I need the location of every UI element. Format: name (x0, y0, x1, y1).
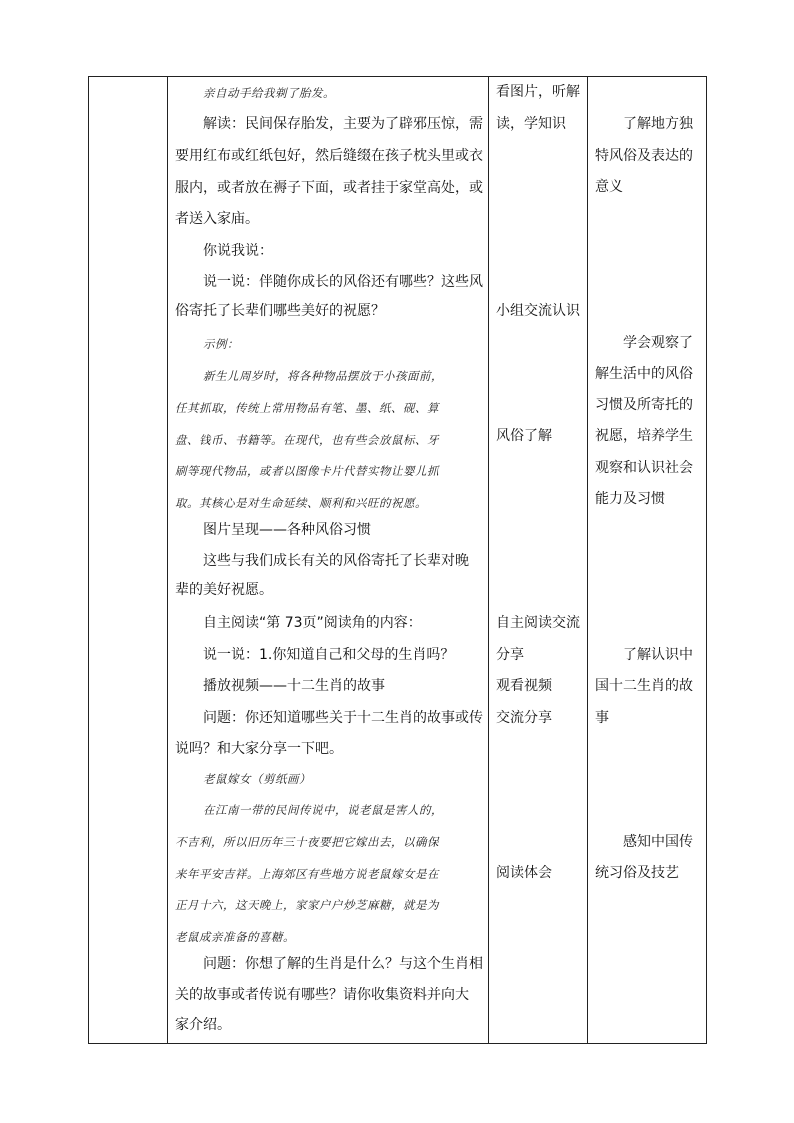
text-line: 问题：你还知道哪些关于十二生肖的故事或传 (203, 710, 483, 726)
activity-line: 风俗了解 (496, 428, 552, 444)
column-divider (587, 77, 588, 1043)
purpose-line: 解生活中的风俗 (595, 366, 693, 382)
text-line: 自主阅读“第 73页”阅读角的内容： (203, 615, 422, 631)
text-line: 这些与我们成长有关的风俗寄托了长辈对晚 (203, 553, 469, 569)
handwritten-line: 任其抓取，传统上常用物品有笔、墨、纸、砚、算 (175, 401, 439, 415)
handwritten-line: 亲自动手给我剃了胎发。 (203, 86, 335, 100)
text-line: 播放视频——十二生肖的故事 (203, 678, 385, 694)
purpose-line: 了解地方独 (623, 116, 693, 132)
handwritten-line: 来年平安吉祥。上海郊区有些地方说老鼠嫁女是在 (175, 867, 439, 881)
handwritten-line: 取。其核心是对生命延续、顺利和兴旺的祝愿。 (175, 496, 427, 510)
handwritten-line: 示例： (203, 337, 239, 351)
text-line: 说吗？和大家分享一下吧。 (175, 741, 343, 757)
text-line: 者送入家庙。 (175, 211, 259, 227)
text-line: 要用红布或红纸包好，然后缝缀在孩子枕头里或衣 (175, 148, 483, 164)
handwritten-line: 盘、钱币、书籍等。在现代，也有些会放鼠标、牙 (175, 433, 439, 447)
purpose-line: 习惯及所寄托的 (595, 397, 693, 413)
handwritten-line: 新生儿周岁时，将各种物品摆放于小孩面前， (203, 369, 443, 383)
text-line: 俗寄托了长辈们哪些美好的祝愿？ (175, 303, 385, 319)
lesson-table (88, 76, 707, 1044)
activity-line: 小组交流认识 (496, 303, 580, 319)
text-line: 服内，或者放在褥子下面，或者挂于家堂高处，或 (175, 180, 483, 196)
purpose-line: 感知中国传 (623, 834, 693, 850)
activity-line: 看图片，听解 (496, 84, 580, 100)
purpose-line: 国十二生肖的故 (595, 678, 693, 694)
activity-line: 交流分享 (496, 710, 552, 726)
handwritten-line: 老鼠成亲准备的喜糖。 (175, 930, 295, 944)
activity-line: 分享 (496, 647, 524, 663)
text-line: 你说我说： (203, 243, 273, 259)
text-line: 家介绍。 (175, 1017, 231, 1033)
text-line: 辈的美好祝愿。 (175, 582, 273, 598)
text-line: 说一说：伴随你成长的风俗还有哪些？这些风 (203, 274, 483, 290)
activity-line: 读，学知识 (496, 116, 566, 132)
activity-line: 自主阅读交流 (496, 615, 580, 631)
activity-line: 阅读体会 (496, 865, 552, 881)
text-line: 关的故事或者传说有哪些？请你收集资料并向大 (175, 987, 469, 1003)
purpose-line: 学会观察了 (623, 335, 693, 351)
column-divider (167, 77, 168, 1043)
text-line: 问题：你想了解的生肖是什么？与这个生肖相 (203, 956, 483, 972)
text-line: 说一说：1.你知道自己和父母的生肖吗？ (203, 647, 455, 663)
column-divider (488, 77, 489, 1043)
purpose-line: 观察和认识社会 (595, 460, 693, 476)
purpose-line: 了解认识中 (623, 647, 693, 663)
handwritten-line: 老鼠嫁女（剪纸画） (203, 772, 311, 786)
purpose-line: 特风俗及表达的 (595, 148, 693, 164)
text-line: 解读：民间保存胎发，主要为了辟邪压惊，需 (203, 116, 483, 132)
handwritten-line: 正月十六，这天晚上，家家户户炒芝麻糖，就是为 (175, 898, 439, 912)
purpose-line: 能力及习惯 (595, 491, 665, 507)
purpose-line: 祝愿，培养学生 (595, 428, 693, 444)
purpose-line: 统习俗及技艺 (595, 865, 679, 881)
text-line: 图片呈现——各种风俗习惯 (203, 522, 371, 538)
handwritten-line: 不吉利，所以旧历年三十夜要把它嫁出去，以确保 (175, 835, 439, 849)
purpose-line: 事 (595, 710, 609, 726)
activity-line: 观看视频 (496, 678, 552, 694)
handwritten-line: 刷等现代物品，或者以图像卡片代替实物让婴儿抓 (175, 464, 439, 478)
handwritten-line: 在江南一带的民间传说中，说老鼠是害人的， (203, 803, 443, 817)
purpose-line: 意义 (595, 179, 623, 195)
